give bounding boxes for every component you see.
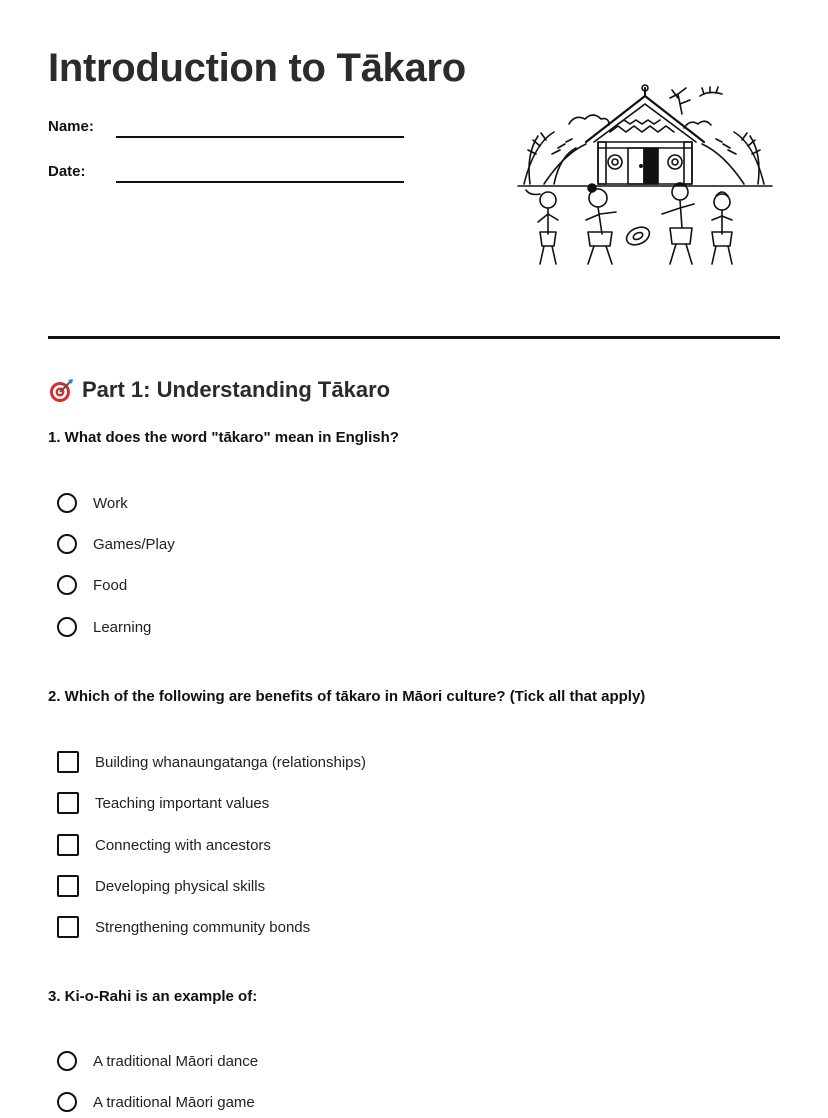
checkbox[interactable] <box>57 916 79 938</box>
name-label: Name: <box>48 118 94 135</box>
checkbox[interactable] <box>57 875 79 897</box>
q2-option-community[interactable] <box>57 914 310 940</box>
option-label: Learning <box>93 618 152 636</box>
q3-option-dance[interactable] <box>57 1048 258 1074</box>
checkbox[interactable] <box>57 792 79 814</box>
radio-button[interactable] <box>57 493 77 513</box>
option-label: Work <box>93 494 128 512</box>
q3-option-game[interactable] <box>57 1089 255 1115</box>
q2-option-physical-skills[interactable] <box>57 873 265 899</box>
checkbox[interactable] <box>57 751 79 773</box>
part1-heading-text: Part 1: Understanding Tākaro <box>82 377 391 402</box>
radio-button[interactable] <box>57 1092 77 1112</box>
question-3: 3. Ki-o-Rahi is an example of: <box>48 988 258 1005</box>
checkbox[interactable] <box>57 834 79 856</box>
q1-option-work[interactable] <box>57 490 128 516</box>
option-label: Teaching important values <box>95 794 270 812</box>
option-label: Food <box>93 576 128 594</box>
q2-option-ancestors[interactable] <box>57 832 271 858</box>
radio-button[interactable] <box>57 575 77 595</box>
option-label: A traditional Māori dance <box>93 1052 259 1070</box>
date-field <box>48 163 408 191</box>
option-label: Connecting with ancestors <box>95 836 271 854</box>
option-label: Developing physical skills <box>95 877 266 895</box>
name-write-line[interactable] <box>116 136 404 138</box>
worksheet-title: Introduction to Tākaro <box>48 46 466 90</box>
name-field <box>48 118 408 146</box>
q2-option-values[interactable] <box>57 790 269 816</box>
section-divider <box>48 336 780 339</box>
radio-button[interactable] <box>57 617 77 637</box>
q1-option-food[interactable] <box>57 572 127 598</box>
part1-heading <box>48 374 390 406</box>
radio-button[interactable] <box>57 534 77 554</box>
q2-option-whanaungatanga[interactable] <box>57 749 366 775</box>
date-write-line[interactable] <box>116 181 404 183</box>
radio-button[interactable] <box>57 1051 77 1071</box>
wharenui-children-playing-illustration <box>514 84 776 276</box>
date-label: Date: <box>48 163 86 180</box>
dart-target-icon <box>48 377 74 403</box>
option-label: Strengthening community bonds <box>95 918 311 936</box>
q1-option-games-play[interactable] <box>57 531 175 557</box>
question-2: 2. Which of the following are benefits of tākaro in Māori culture? (Tick all that apply) <box>48 688 646 705</box>
option-label: A traditional Māori game <box>93 1093 255 1111</box>
option-label: Games/Play <box>93 535 175 553</box>
question-1: 1. What does the word "tākaro" mean in English? <box>48 429 399 446</box>
option-label: Building whanaungatanga (relationships) <box>95 753 367 771</box>
q1-option-learning[interactable] <box>57 614 151 640</box>
